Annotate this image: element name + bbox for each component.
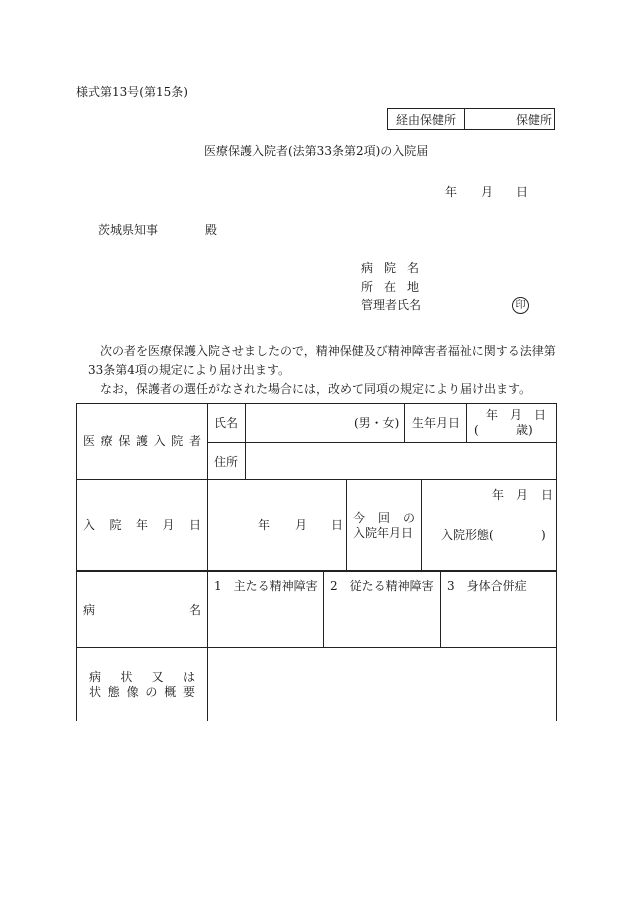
health-center-suffix: 保健所 (516, 113, 553, 127)
birthdate-label: 生年月日 (412, 416, 461, 430)
form-number: 様式第13号(第15条) (76, 85, 188, 99)
body-line-1: 次の者を医療保護入院させましたので，精神保健及び精神障害者福祉に関する法律第 (100, 344, 556, 358)
recipient: 茨城県知事 (98, 223, 159, 237)
this-time-label: 今 回 の (353, 511, 415, 525)
admission-type-close: ) (541, 528, 546, 542)
symptoms-label-2: 状 態 像 の 概 要 (89, 685, 195, 699)
this-time-month: 月 (516, 488, 529, 502)
this-time-day: 日 (541, 488, 554, 502)
admission-table (76, 403, 558, 723)
this-time-year: 年 (492, 488, 505, 502)
health-center-box (387, 108, 555, 130)
seal-mark: 印 (512, 297, 529, 314)
health-center-label: 経由保健所 (396, 113, 457, 127)
admission-month: 月 (295, 518, 308, 532)
date-day: 日 (516, 185, 529, 199)
address-label: 住所 (214, 455, 239, 469)
name-label: 氏名 (214, 416, 239, 430)
age-open: ( (474, 423, 479, 437)
date-month: 月 (481, 185, 494, 199)
hospital-location-label: 所 在 地 (361, 280, 419, 294)
recipient-honorific: 殿 (205, 223, 218, 237)
date-year: 年 (445, 185, 458, 199)
sex-field: (男・女) (354, 416, 400, 430)
hospital-name-label: 病 院 名 (361, 261, 419, 275)
disease-physical: 3 身体合併症 (447, 579, 527, 593)
page-title: 医療保護入院者(法第33条第2項)の入院届 (204, 144, 429, 158)
this-time-sub-label: 入院年月日 (353, 526, 414, 540)
age-close: 歳) (516, 423, 533, 437)
disease-label: 病 名 (83, 603, 201, 617)
hospital-manager-label: 管理者氏名 (361, 298, 422, 312)
body-line-2: 33条第4項の規定により届け出ます。 (88, 363, 290, 377)
admission-date-label: 入 院 年 月 日 (83, 518, 201, 532)
disease-primary: 1 主たる精神障害 (214, 579, 318, 593)
patient-label: 医 療 保 護 入 院 者 (83, 434, 201, 448)
admission-day: 日 (331, 518, 344, 532)
admission-year: 年 (258, 518, 271, 532)
admission-type-label: 入院形態( (441, 528, 494, 542)
birth-ymd: 年 月 日 (486, 408, 547, 422)
body-line-3: なお，保護者の選任がなされた場合には，改めて同項の規定により届け出ます。 (100, 382, 532, 396)
disease-secondary: 2 従たる精神障害 (330, 579, 434, 593)
symptoms-label-1: 病 状 又 は (89, 670, 195, 684)
